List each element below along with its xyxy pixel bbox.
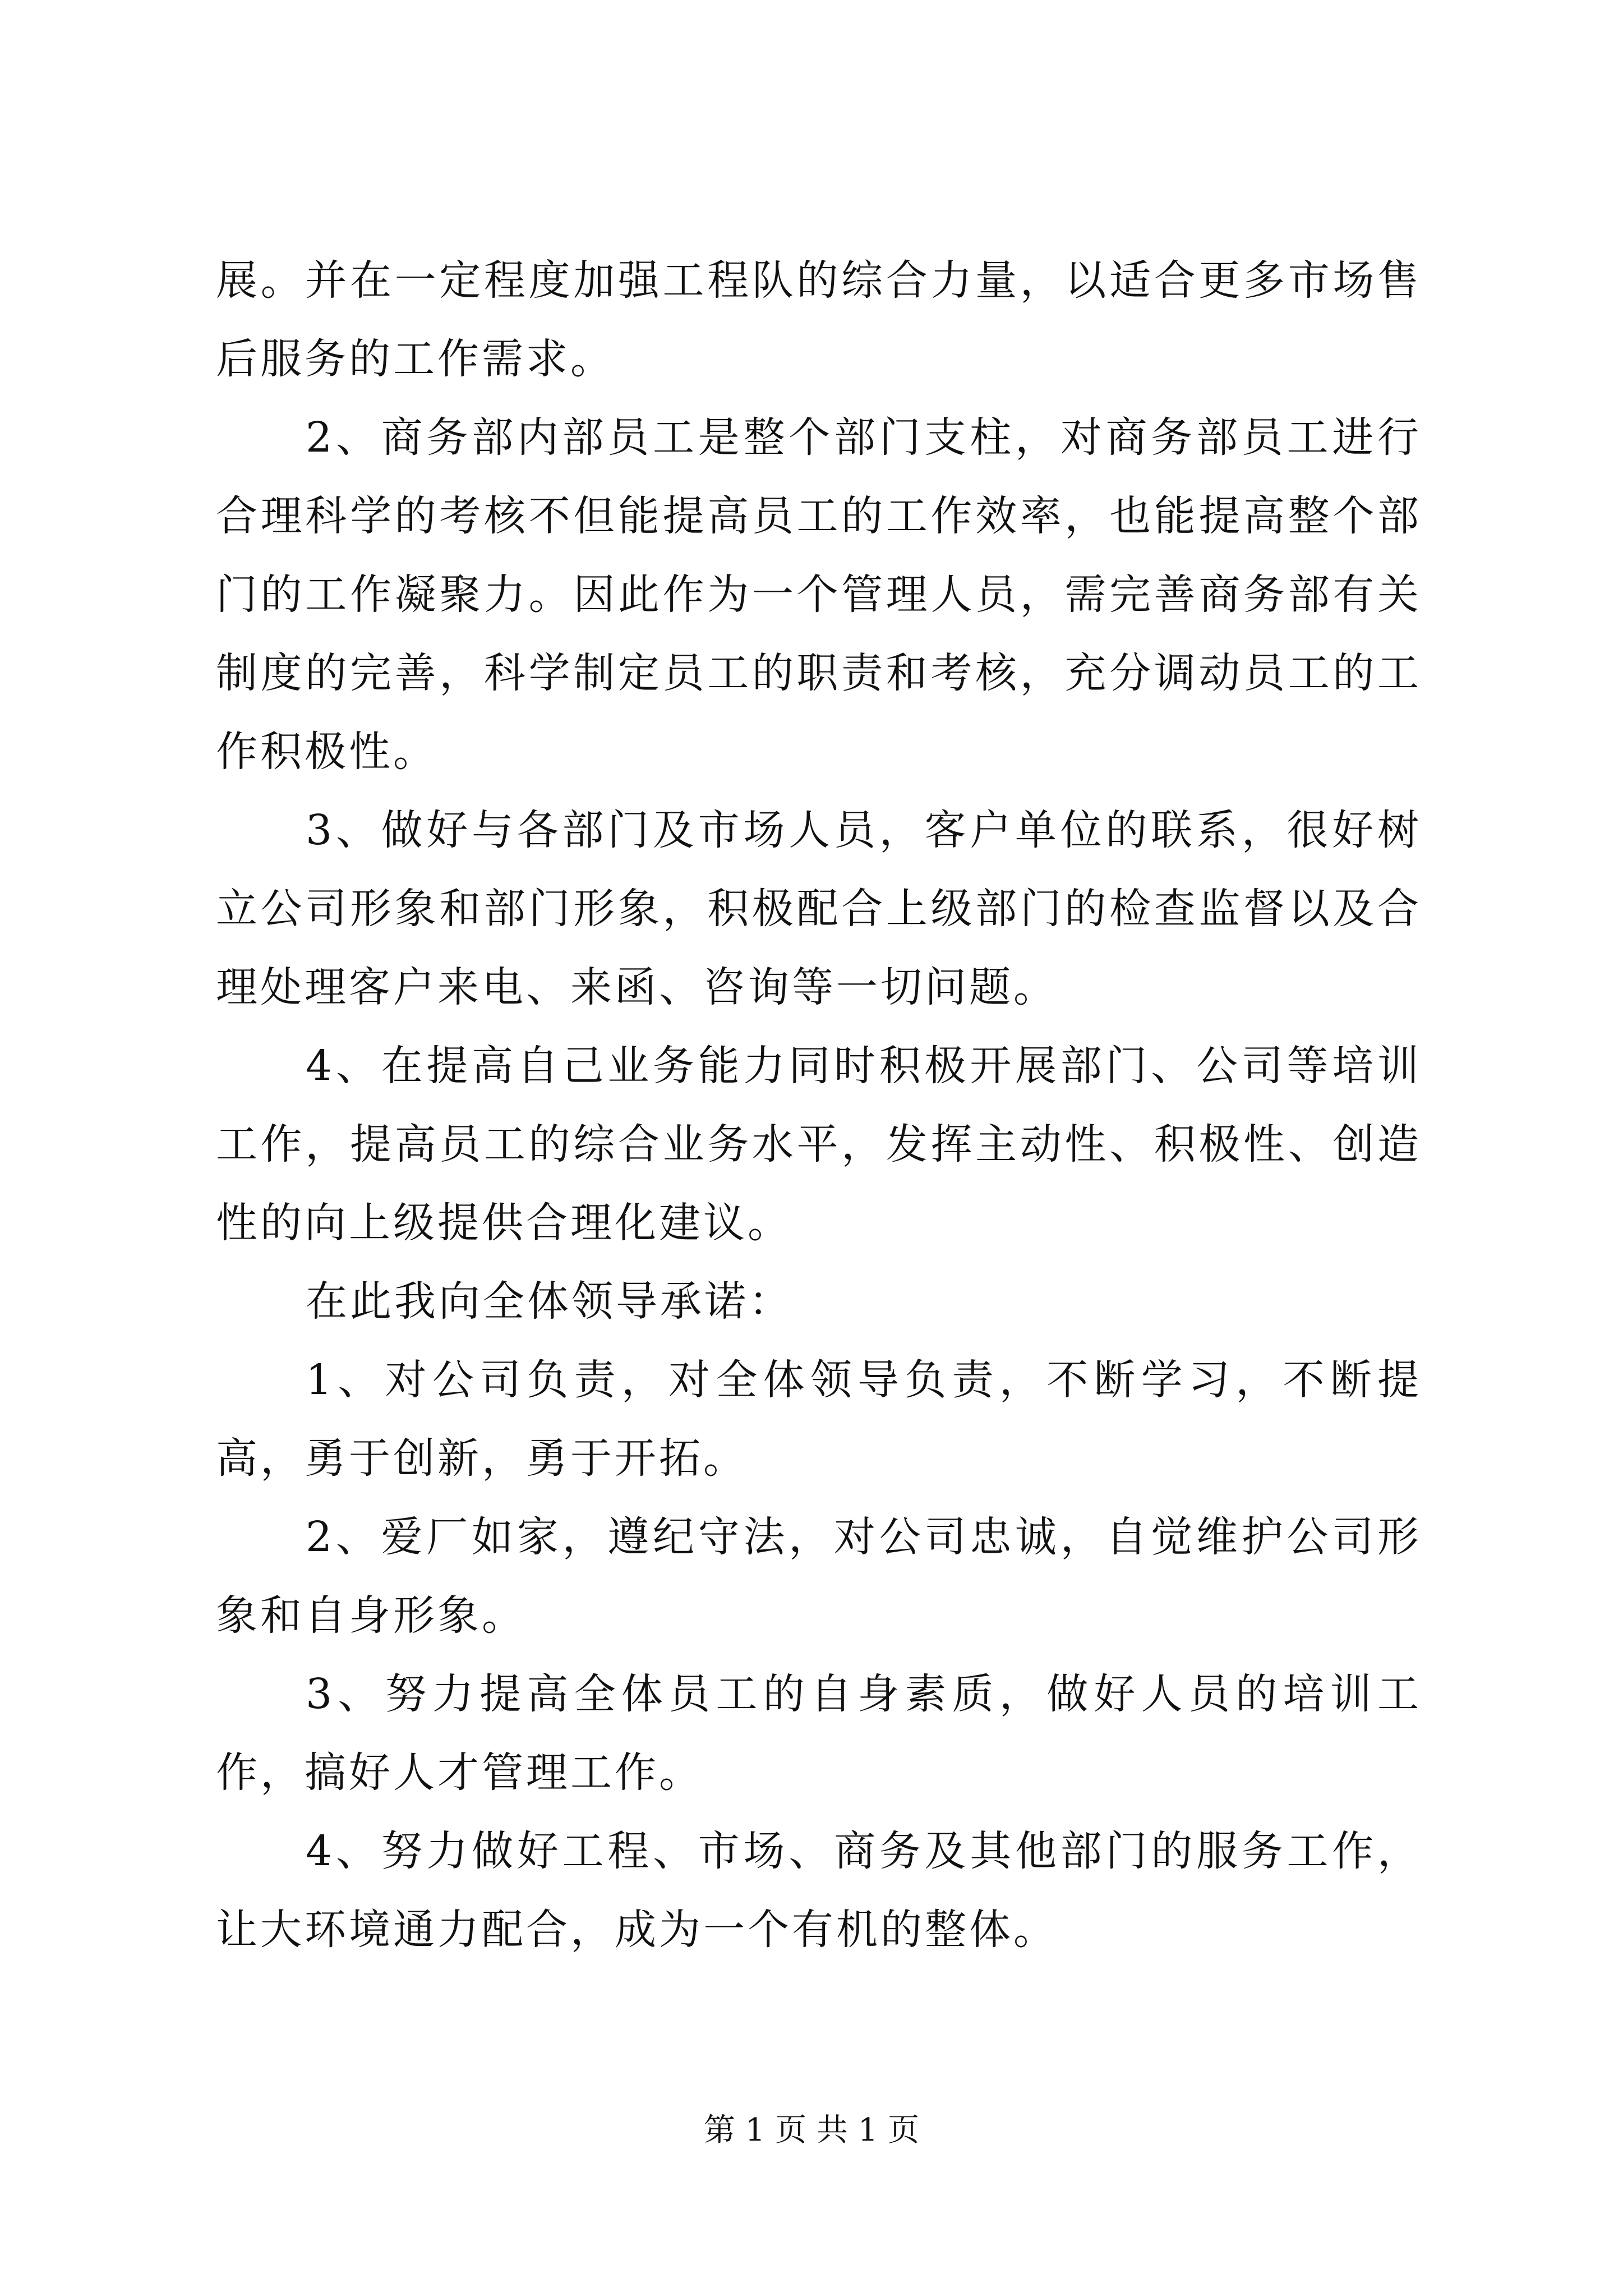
paragraph-commitment-intro: 在此我向全体领导承诺： — [306, 1277, 793, 1326]
paragraph-continuation: 展。并在一定程度加强工程队的综合力量，以适合更多市场售后服务的工作需求。 — [216, 256, 1422, 383]
paragraph-commitment-4: 4、努力做好工程、市场、商务及其他部门的服务工作，让大环境通力配合，成为一个有机的整体。 — [216, 1827, 1422, 1954]
document-body — [216, 241, 1422, 1969]
page-footer: 第 1 页 共 1 页 — [703, 2112, 920, 2148]
paragraph-item-2: 2、商务部内部员工是整个部门支柱，对商务部员工进行合理科学的考核不但能提高员工的工作效率，也能提高整个部门的工作凝聚力。因此作为一个管理人员，需完善商务部有关制度的完善，科学制定员工的职责和考核，充分调动员工的工作积极性。 — [216, 413, 1422, 776]
paragraph-item-3: 3、做好与各部门及市场人员，客户单位的联系，很好树立公司形象和部门形象，积极配合上级部门的检查监督以及合理处理客户来电、来函、咨询等一切问题。 — [216, 806, 1422, 1011]
paragraph-item-4: 4、在提高自己业务能力同时积极开展部门、公司等培训工作，提高员工的综合业务水平，发挥主动性、积极性、创造性的向上级提供合理化建议。 — [216, 1042, 1422, 1247]
paragraph-commitment-2: 2、爱厂如家，遵纪守法，对公司忠诚，自觉维护公司形象和自身形象。 — [216, 1513, 1422, 1640]
paragraph-commitment-3: 3、努力提高全体员工的自身素质，做好人员的培训工作，搞好人才管理工作。 — [216, 1670, 1422, 1797]
paragraph-commitment-1: 1、对公司负责，对全体领导负责，不断学习，不断提高，勇于创新，勇于开拓。 — [216, 1356, 1422, 1483]
